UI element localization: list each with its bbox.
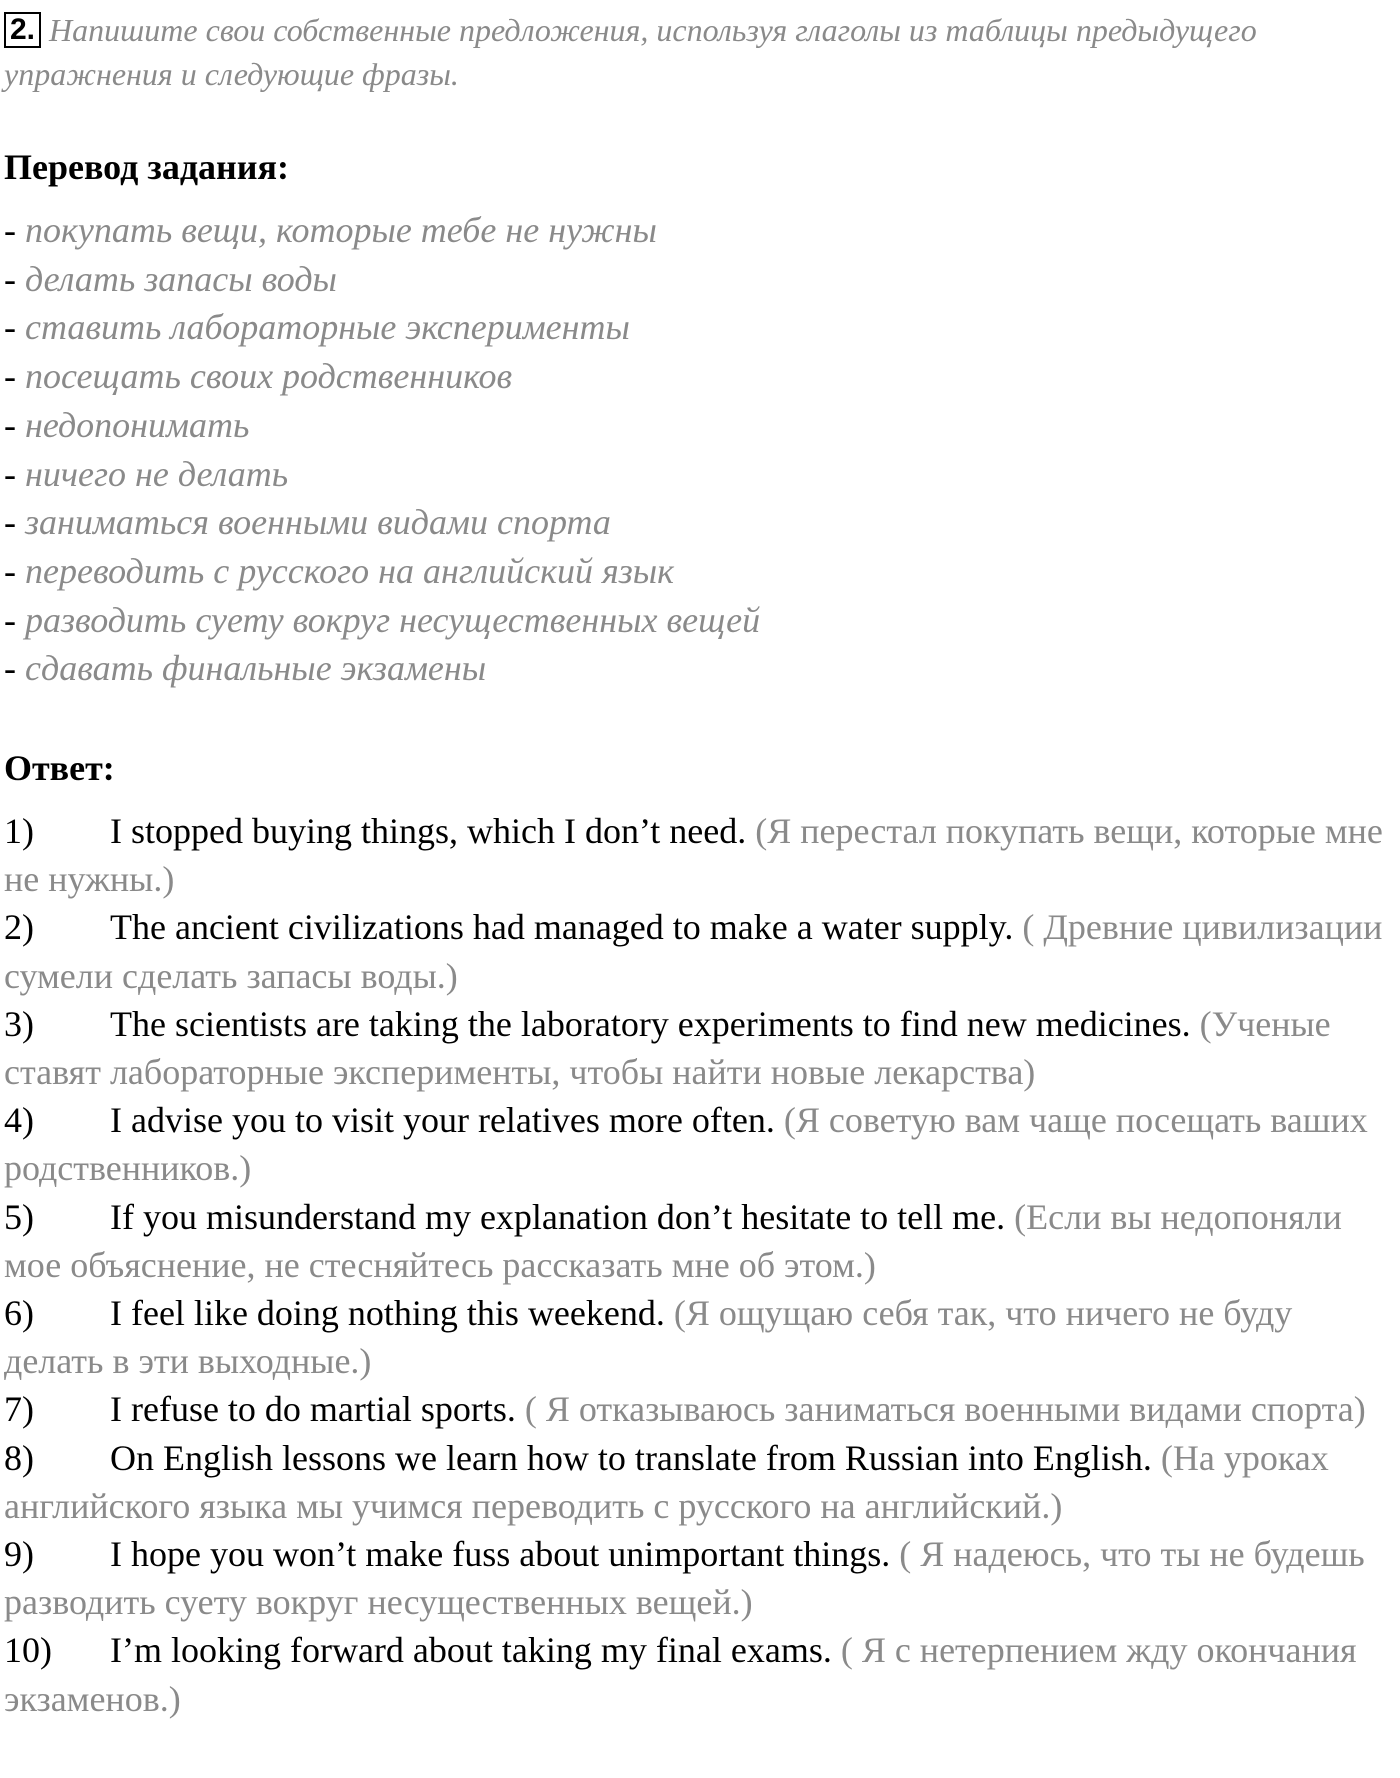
- task-instruction-text: Напишите свои собственные предложения, используя глаголы из таблицы предыдущего упражнения и следующие фразы.: [4, 12, 1257, 92]
- answer-russian: (Если вы недопоняли мое объяснение, не стесняйтесь рассказать мне об этом.): [4, 1196, 1342, 1285]
- translation-heading: Перевод задания:: [4, 147, 289, 187]
- list-dash: -: [4, 307, 25, 348]
- phrase-list: [4, 206, 760, 693]
- task-instruction: [4, 8, 1384, 96]
- answer-item: [4, 1193, 1399, 1289]
- answer-item: [4, 1626, 1399, 1722]
- answer-heading: Ответ:: [4, 748, 115, 788]
- answer-english: I feel like doing nothing this weekend.: [110, 1293, 665, 1334]
- list-item: [4, 547, 760, 596]
- phrase-text: разводить суету вокруг несущественных вещей: [25, 599, 761, 640]
- answer-number: 2): [4, 907, 34, 948]
- answer-item: [4, 1289, 1399, 1385]
- answer-russian: ( Древние цивилизации сумели сделать запасы воды.): [4, 907, 1383, 996]
- answer-russian: (На уроках английского языка мы учимся переводить с русского на английский.): [4, 1437, 1329, 1526]
- answer-english: I’m looking forward about taking my final exams.: [110, 1630, 832, 1671]
- answer-english: I stopped buying things, which I don’t need.: [110, 811, 756, 851]
- list-item: [4, 644, 760, 693]
- phrase-text: делать запасы воды: [25, 258, 337, 299]
- answer-russian: (Я перестал покупать вещи, которые мне не нужны.): [4, 811, 1383, 900]
- answer-number: 3): [4, 1003, 34, 1044]
- list-dash: -: [4, 648, 25, 689]
- answer-russian: ( Я с нетерпением жду окончания экзаменов.): [4, 1630, 1357, 1719]
- answer-russian: (Я советую вам чаще посещать ваших родственников.): [4, 1100, 1368, 1189]
- answer-russian: (Ученые ставят лабораторные эксперименты, чтобы найти новые лекарства): [4, 1003, 1331, 1093]
- answer-item: [4, 1096, 1399, 1192]
- answer-english: On English lessons we learn how to translate from Russian into English.: [110, 1437, 1152, 1478]
- answer-english: The scientists are taking the laboratory experiments to find new medicines.: [110, 1003, 1191, 1044]
- answer-english: I refuse to do martial sports.: [110, 1389, 516, 1430]
- list-item: [4, 255, 760, 304]
- answer-english: I advise you to visit your relatives more often.: [110, 1100, 775, 1141]
- list-item: [4, 303, 760, 352]
- list-dash: -: [4, 599, 25, 640]
- answer-number: 6): [4, 1293, 34, 1334]
- answer-item: [4, 903, 1399, 999]
- answer-number: 10): [4, 1630, 52, 1671]
- answer-number: 8): [4, 1437, 34, 1478]
- phrase-text: покупать вещи, которые тебе не нужны: [25, 210, 657, 250]
- phrase-text: заниматься военными видами спорта: [25, 502, 611, 543]
- answer-russian: ( Я отказываюсь заниматься военными видами спорта): [515, 1389, 1366, 1430]
- list-dash: -: [4, 404, 25, 445]
- answer-english: The ancient civilizations had managed to make a water supply.: [110, 907, 1014, 948]
- answer-russian: ( Я надеюсь, что ты не будешь разводить суету вокруг несущественных вещей.): [4, 1534, 1365, 1623]
- answer-number: 9): [4, 1534, 34, 1575]
- list-dash: -: [4, 258, 25, 299]
- answer-number: 7): [4, 1389, 34, 1430]
- list-dash: -: [4, 453, 25, 494]
- task-number: 2.: [4, 12, 41, 48]
- phrase-text: недопонимать: [25, 404, 250, 445]
- answer-item: [4, 1530, 1399, 1626]
- phrase-text: переводить с русского на английский язык: [25, 550, 674, 591]
- phrase-text: сдавать финальные экзамены: [25, 648, 487, 689]
- list-item: [4, 450, 760, 499]
- answer-english: If you misunderstand my explanation don’t hesitate to tell me.: [110, 1196, 1006, 1237]
- list-item: [4, 401, 760, 450]
- answer-item: [4, 1434, 1399, 1530]
- answer-number: 4): [4, 1100, 34, 1141]
- answer-number: 5): [4, 1196, 34, 1237]
- answer-russian: (Я ощущаю себя так, что ничего не буду делать в эти выходные.): [4, 1293, 1293, 1382]
- list-dash: -: [4, 210, 25, 250]
- answer-list: [4, 807, 1399, 1723]
- list-item: [4, 352, 760, 401]
- answer-item: [4, 1385, 1399, 1433]
- phrase-text: ничего не делать: [25, 453, 289, 494]
- answer-item: [4, 807, 1399, 903]
- list-item: [4, 596, 760, 645]
- list-item: [4, 498, 760, 547]
- phrase-text: ставить лабораторные эксперименты: [25, 307, 630, 348]
- list-item: [4, 206, 760, 255]
- answer-number: 1): [4, 811, 34, 851]
- answer-english: I hope you won’t make fuss about unimportant things.: [110, 1534, 891, 1575]
- list-dash: -: [4, 502, 25, 543]
- list-dash: -: [4, 356, 25, 397]
- answer-item: [4, 1000, 1399, 1096]
- phrase-text: посещать своих родственников: [25, 356, 513, 397]
- list-dash: -: [4, 550, 25, 591]
